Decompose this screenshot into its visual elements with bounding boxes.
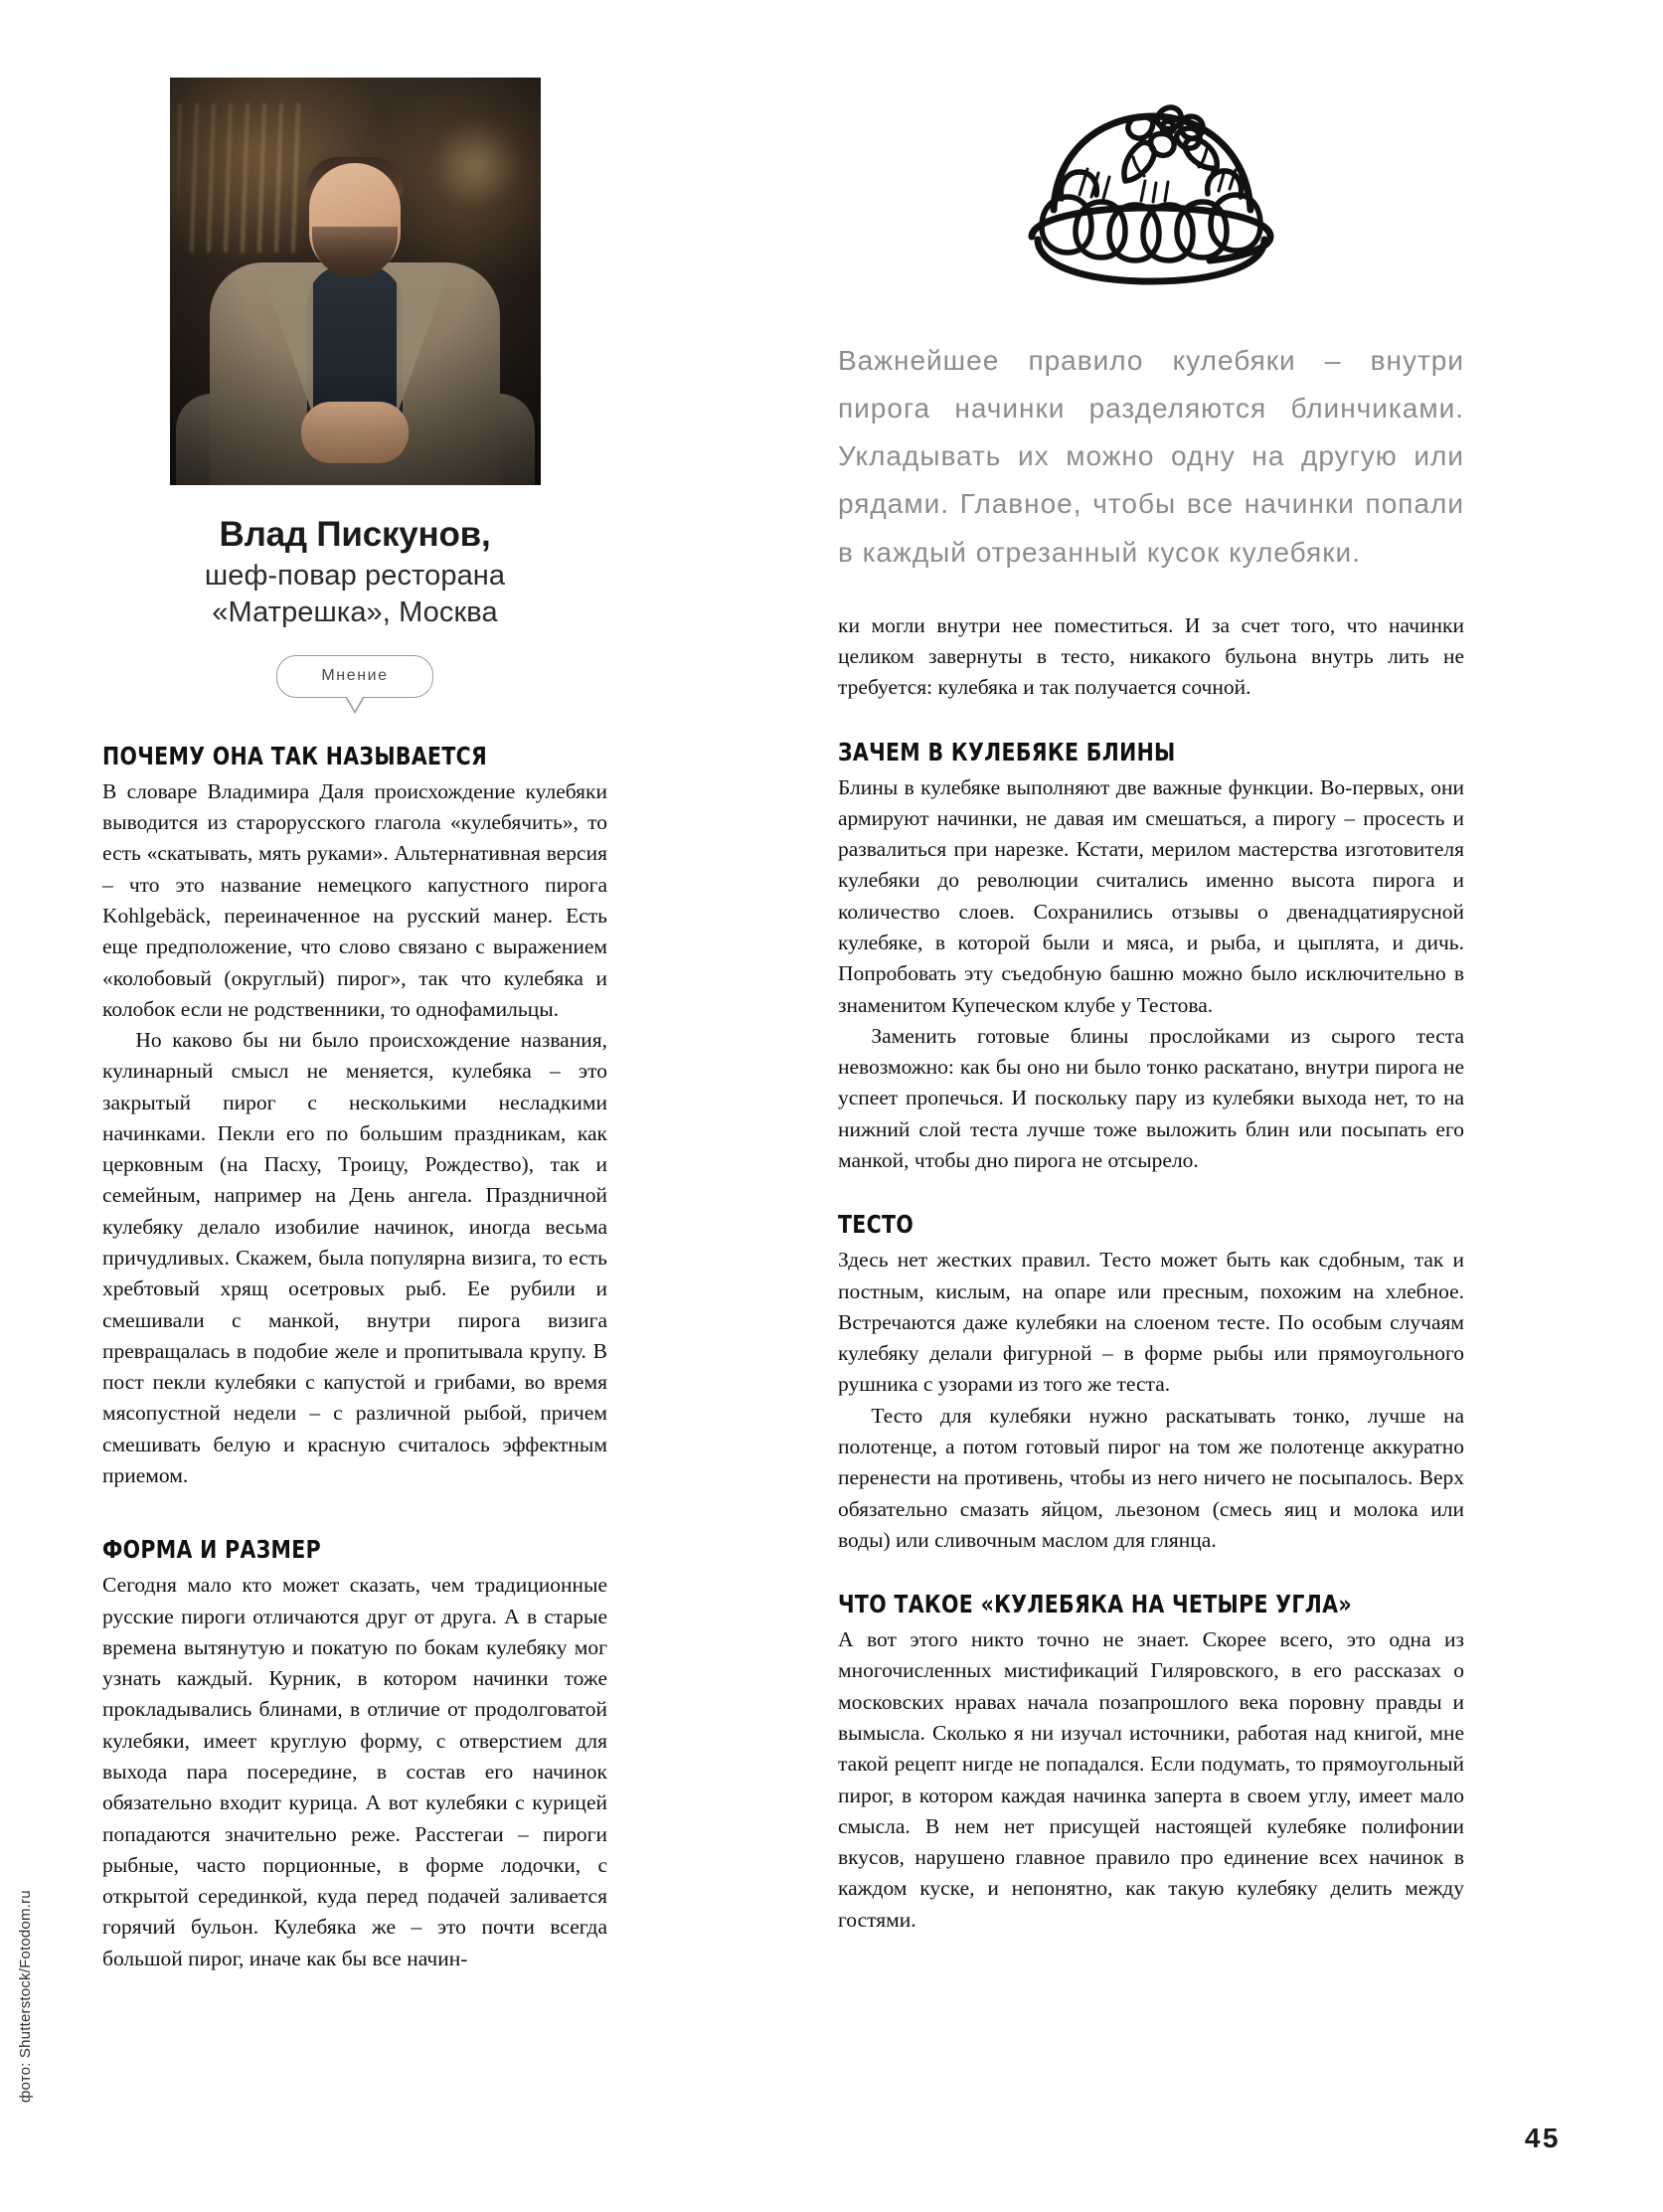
section-heading-dough: ТЕСТО — [838, 1210, 915, 1240]
paragraph: Тесто для кулебяки нужно раскатывать тонко, лучше на полотенце, а потом готовый пирог на том же полотенце аккуратно перенести на противень, чтобы из него ничего не посыпалось. Верх обязательно смазать яйцом, льезоном (смесь яиц и молока или воды) или сливочным маслом для глянца. — [838, 1403, 1464, 1552]
paragraph: А вот этого никто точно не знает. Скорее всего, это одна из многочисленных мистификаций Гиляровского, в его рассказах о московских нравах начала позапрошлого века поровну правды и вымысла. Сколько я ни изучал источники, работая над книгой, мне такой рецепт нигде не попадался. Если подумать, то прямоугольный пирог, в котором каждая начинка заперта в своем углу, имеет мало смысла. В нем нет присущей настоящей кулебяке полифонии вкусов, нарушено главное правило про единение всех начинок в каждом куске, и непонятно, как такую кулебяку делить между гостями. — [838, 1627, 1464, 1932]
pie-illustration-icon — [1002, 78, 1300, 291]
opinion-badge: Мнение — [276, 655, 432, 698]
paragraph: В словаре Владимира Даля происхождение кулебяки выводится из старорусского глагола «кулебячить», то есть «скатывать, мять руками». Альтернативная версия – что это название немецкого капустного пирога Kohlgebäck, переиначенное на русский манер. Есть еще предположение, что слово связано с выражением «колобовый (округлый) пирог», так что кулебяка и колобок если не родственники, то однофамильцы. — [102, 778, 607, 1021]
paragraph: Блины в кулебяке выполняют две важные функции. Во-первых, они армируют начинки, не давая им смешаться, а пирогу – просесть и развалиться при нарезке. Кстати, мерилом мастерства изготовителя кулебяки до революции считались именно высота пирога и количество слоев. Сохранились отзывы о двенадцатиярусной кулебяке, в которой были и мяса, и рыба, и цыплята, и дичь. Попробовать эту съедобную башню можно было исключительно в знаменитом Купеческом клубе у Тестова. — [838, 774, 1464, 1017]
paragraph: Здесь нет жестких правил. Тесто может быть как сдобным, так и постным, кислым, на опаре или пресным, похожим на хлебное. Встречаются даже кулебяки на слоеном тесте. По особым случаям кулебяку делали фигурной – в форме рыбы или прямоугольного рушника с узорами из того же теста. — [838, 1248, 1464, 1397]
section-heading-four-corners: ЧТО ТАКОЕ «КУЛЕБЯКА НА ЧЕТЫРЕ УГЛА» — [838, 1590, 1352, 1619]
byline-role-line-1: шеф-повар ресторана — [204, 559, 506, 592]
byline-role-line-2: «Матрешка», Москва — [212, 596, 498, 628]
right-column — [838, 78, 1464, 1936]
byline-name: Влад Пискунов, — [219, 515, 491, 554]
portrait-vignette — [170, 78, 541, 485]
section-heading-why-blini: ЗАЧЕМ В КУЛЕБЯКЕ БЛИНЫ — [838, 737, 1176, 766]
byline — [102, 515, 607, 631]
paragraph: Заменить готовые блины прослойками из сырого теста невозможно: как бы оно ни было тонко раскатано, внутри пирога не успеет пропечься. И поскольку пару из кулебяки выхода нет, то на нижний слой теста лучше тоже выложить блин или посыпать его манкой, чтобы дно пирога не отсырело. — [838, 1023, 1464, 1172]
pull-quote: Важнейшее правило кулебяки – внутри пирога начинки разделяются блинчиками. Укладывать их можно одну на другую или рядами. Главное, чтобы все начинки попали в каждый отрезанный кусок кулебяки. — [838, 345, 1464, 568]
opinion-badge-wrap — [102, 655, 607, 698]
section-heading-shape-and-size: ФОРМА И РАЗМЕР — [102, 1535, 321, 1565]
left-column — [102, 78, 607, 1974]
photo-credit: фото: Shutterstock/Fotodom.ru — [17, 1890, 34, 2103]
paragraph: Но каково бы ни было происхождение названия, кулинарный смысл не меняется, кулебяка – это закрытый пирог с несколькими несладкими начинками. Пекли его по большим праздникам, как церковным (на Пасху, Троицу, Рождество), так и семейным, например на День ангела. Праздничной кулебяку делало изобилие начинок, иногда весьма причудливых. Скажем, была популярна визига, то есть хребтовый хрящ осетровых рыб. Ее рубили и смешивали с манкой, внутри пирога визига превращалась в подобие желе и пропитывала крупу. В пост пекли кулебяки с капустой и грибами, во время мясопустной недели – с различной рыбой, причем смешивать белую и красную считалось эффектным приемом. — [102, 1028, 607, 1487]
paragraph: Сегодня мало кто может сказать, чем традиционные русские пироги отличаются друг от друга. А в старые времена вытянутую и покатую по бокам кулебяку мог узнать каждый. Курник, в котором начинки тоже прокладывались блинами, в отличие от продолговатой кулебяки, имеет круглую форму, с отверстием для выхода пара посередине, в состав его начинок обязательно входит курица. А вот кулебяки с курицей попадаются значительно реже. Расстегаи – пироги рыбные, часто порционные, в форме лодочки, с открытой серединкой, куда перед подачей заливается горячий бульон. Кулебяка же – это почти всегда большой пирог, иначе как бы все начин- — [102, 1573, 607, 1970]
section-heading-why-named: ПОЧЕМУ ОНА ТАК НАЗЫВАЕТСЯ — [102, 741, 488, 770]
page-number: 45 — [1524, 2123, 1561, 2153]
paragraph: ки могли внутри нее поместиться. И за счет того, что начинки целиком завернуты в тесто, никакого бульона внутрь лить не требуется: кулебяка и так получается сочной. — [838, 612, 1464, 700]
chef-portrait-photo — [170, 78, 541, 485]
